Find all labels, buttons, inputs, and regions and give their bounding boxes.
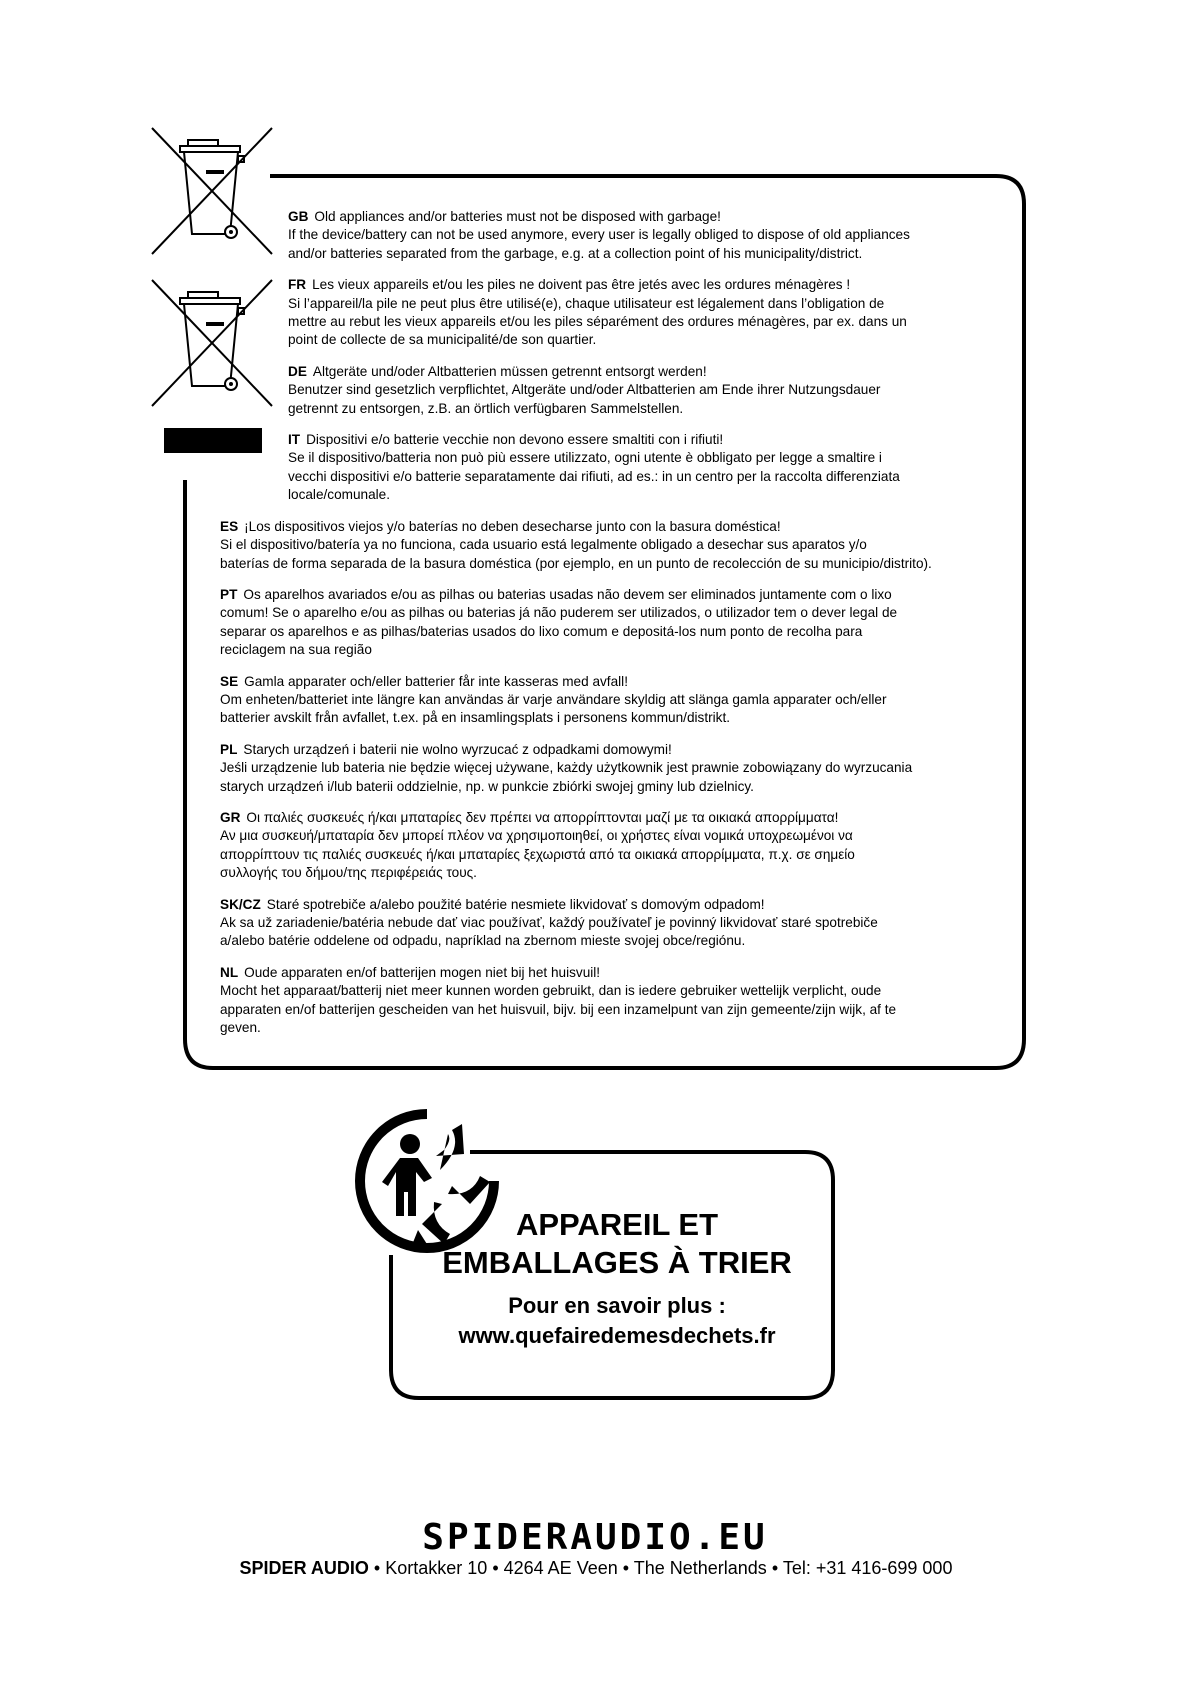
company-footer: [0, 1558, 1192, 1579]
notice-pt: PT Os aparelhos avariados e/ou as pilhas ou baterias usadas não devem ser eliminados juntamente com o lixo comum! Se o aparelho e/ou as pilhas ou baterias já não puderem ser utilizados, o utilizador tem o dever legal de separar os aparelhos e as pilhas/baterias usados do lixo comum e depositá-los num ponto de recolha para reciclagem na sua região: [220, 586, 898, 658]
triman-website[interactable]: www.quefairedemesdechets.fr: [458, 1323, 776, 1348]
separator: •: [492, 1558, 504, 1578]
notice-de: DE Altgeräte und/oder Altbatterien müssen getrennt entsorgt werden! Benutzer sind gesetzlich verpflichtet, Altgeräte und/oder Altbatterien am Ende ihrer Nutzungsdauer getrennt zu entsorgen, z.B. an örtlich verfügbaren Sammelstellen.: [288, 363, 881, 416]
language-code: ES: [220, 518, 239, 534]
notice-es: ES ¡Los dispositivos viejos y/o baterías no deben desecharse junto con la basura doméstica! Si el dispositivo/batería ya no funciona, cada usuario está legalmente obligado a desechar sus aparatos y/o baterías de forma separada de la basura doméstica (por ejemplo, en un punto de recolección de su municipio/distrito).: [220, 518, 932, 571]
separator: •: [373, 1558, 386, 1578]
separator: •: [771, 1558, 783, 1578]
notice-skcz: SK/CZ Staré spotrebiče a/alebo použité batérie nesmiete likvidovať s domovým odpadom! Ak sa už zariadenie/batéria nebude dať viac používať, každý používateľ je povinný likvidovať staré spotrebiče a/alebo batérie oddelene od odpadu, napríklad na zbernom mieste svojej obce/regiónu.: [220, 896, 878, 949]
language-code: PT: [220, 586, 238, 602]
disposal-notices: [220, 208, 1000, 1050]
language-code: GR: [220, 809, 241, 825]
triman-subtitle: EMBALLAGES À TRIER: [442, 1245, 792, 1280]
svg-text:SPIDERAUDIO.EU: SPIDERAUDIO.EU: [422, 1518, 768, 1558]
triman-title: APPAREIL ET: [515, 1207, 719, 1242]
notice-it: IT Dispositivi e/o batterie vecchie non devono essere smaltiti con i rifiuti! Se il dispositivo/batteria non può più essere utilizzato, ogni utente è obbligato per legge a smaltire i vecchi dispositivi e/o batterie separatamente dai rifiuti, ad es.: in un centro per la raccolta differenziata locale/comunale.: [288, 432, 900, 503]
notice-gr: GR Οι παλιές συσκευές ή/και μπαταρίες δεν πρέπει να απορρίπτονται μαζί με τα οικιακά απορρίμματα! Αν μια συσκευή/μπαταρία δεν μπορεί πλέον να χρησιμοποιηθεί, οι χρήστες είναι νομικά υποχρεωμένοι να απορρίπτουν τις παλιές συσκευές ή/και μπαταρίες ξεχωριστά από τα οικιακά απορρίμματα, π.χ. σε σημείο συλλογής του δήμου/της περιφέρειάς τους.: [220, 809, 855, 881]
country: The Netherlands: [633, 1558, 767, 1578]
notice-fr: FR Les vieux appareils et/ou les piles ne doivent pas être jetés avec les ordures ménagères ! Si l’appareil/la pile ne peut plus être utilisé(e), chaque utilisateur est légalement dans l’obligation de mettre au rebut les vieux appareils et/ou les piles séparément des ordures ménagères, par ex. dans un point de collecte de sa municipalité/de son quartier.: [288, 277, 907, 348]
language-code: DE: [288, 363, 307, 379]
phone: Tel: +31 416-699 000: [782, 1558, 953, 1578]
notice-gb: GB Old appliances and/or batteries must not be disposed with garbage! If the device/battery can not be used anymore, every user is legally obliged to dispose of old appliances and/or batteries separated from the garbage, e.g. at a collection point of his municipality/district.: [288, 209, 910, 261]
company-name: SPIDER AUDIO: [239, 1558, 369, 1578]
language-code: FR: [288, 277, 307, 293]
language-code: SE: [220, 673, 239, 689]
separator: •: [622, 1558, 634, 1578]
language-code: GB: [288, 209, 309, 224]
postcode: 4264 AE Veen: [503, 1558, 618, 1578]
notice-pl: PL Starych urządzeń i baterii nie wolno wyrzucać z odpadkami domowymi! Jeśli urządzenie lub bateria nie będzie więcej używane, każdy użytkownik jest prawnie zobowiązany do wyrzucania starych urządzeń i/lub baterii oddzielnie, np. w punkcie zbiórki swojej gminy lub dzielnicy.: [220, 741, 913, 794]
language-code: SK/CZ: [220, 896, 261, 912]
triman-info: Pour en savoir plus :: [508, 1293, 726, 1318]
language-code: NL: [220, 964, 239, 980]
language-code: PL: [220, 741, 238, 757]
address: Kortakker 10: [385, 1558, 488, 1578]
spideraudio-logo: [390, 1518, 800, 1558]
language-code: IT: [288, 432, 301, 448]
notice-se: SE Gamla apparater och/eller batterier får inte kasseras med avfall! Om enheten/batteriet inte längre kan användas är varje användare skyldig att slänga gamla apparater och/eller batterier avskilt från avfallet, t.ex. på en insamlingsplats i personens kommun/distrikt.: [220, 673, 887, 726]
notice-nl: NL Oude apparaten en/of batterijen mogen niet bij het huisvuil! Mocht het apparaat/batterij niet meer kunnen worden gebruikt, dan is iedere gebruiker wettelijk verplicht, oude apparaten en/of batterijen gescheiden van het huisvuil, bijv. bij een inzamelpunt van zijn gemeente/zijn wijk, af te geven.: [220, 964, 897, 1036]
